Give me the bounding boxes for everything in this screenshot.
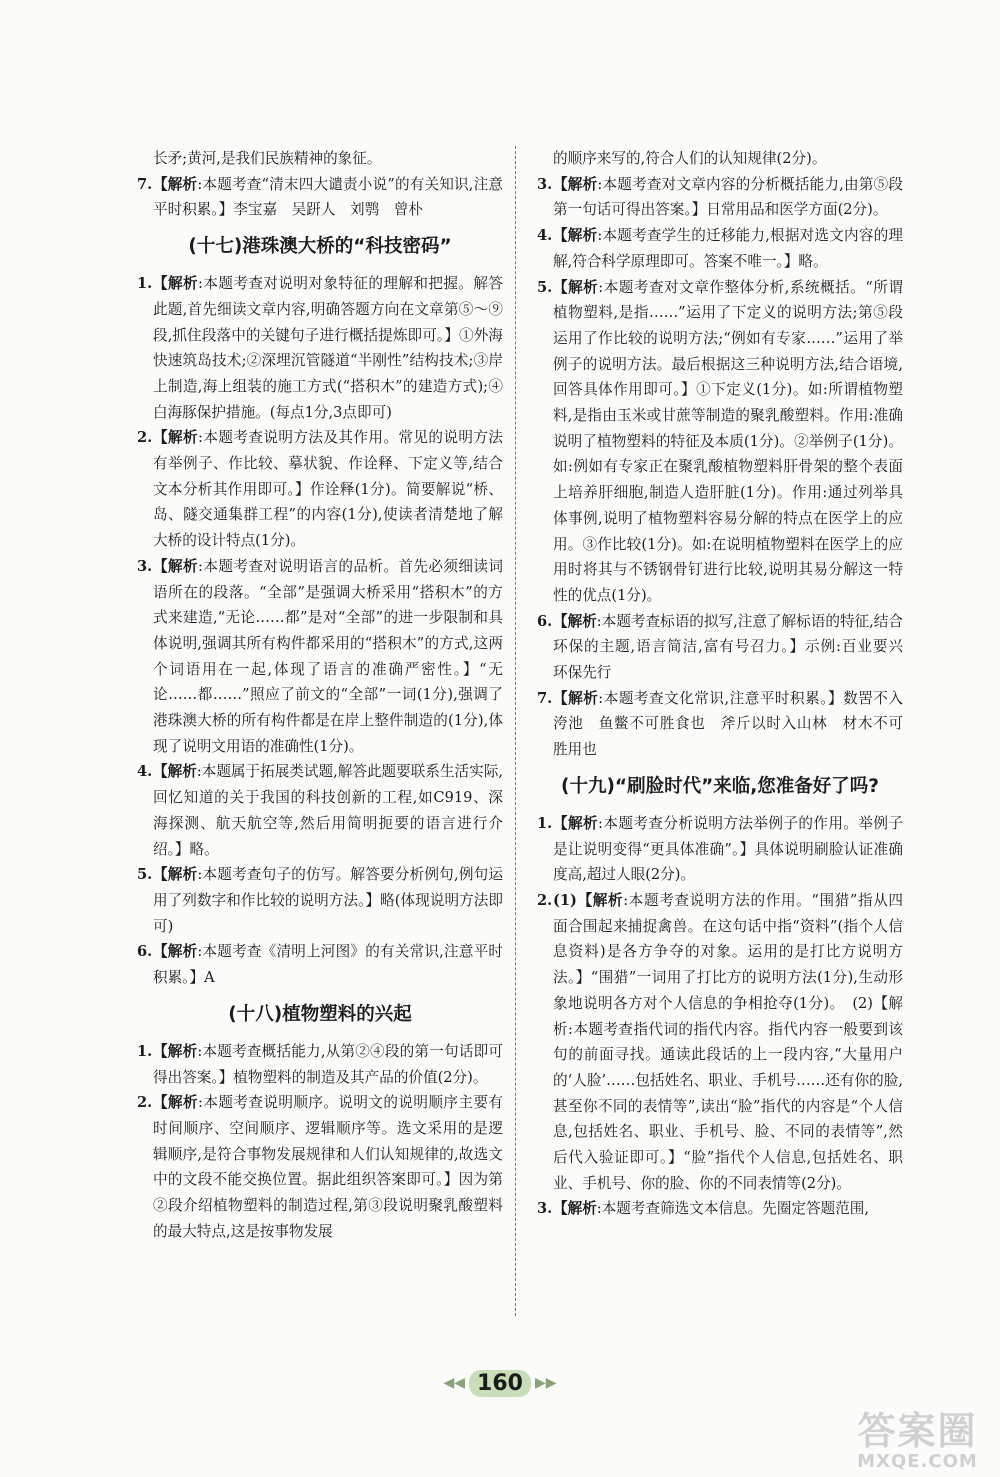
column-divider	[515, 146, 516, 1316]
answer-item-7	[137, 172, 503, 223]
left-column	[137, 146, 503, 1244]
answer-item	[137, 1090, 503, 1244]
watermark-url: MXQE.COM	[857, 1451, 978, 1472]
analysis-text: :本题考查学生的迁移能力,根据对选文内容的理解,符合科学原理即可。答案不唯一。】略。	[553, 227, 903, 270]
left-ornament-icon: ◀◀	[443, 1375, 466, 1391]
section-heading-18: (十八)植物塑料的兴起	[228, 1003, 412, 1025]
analysis-label: 【解析	[153, 1094, 199, 1112]
item-number: 1.	[137, 1042, 153, 1060]
item-number: 4.	[137, 763, 153, 781]
answer-item	[537, 686, 903, 763]
answer-item	[537, 888, 903, 1196]
analysis-label: (1)【解析	[553, 891, 624, 909]
answer-item	[137, 862, 503, 939]
analysis-text: :本题考查说明方法的作用。“围猎”指从四面合围起来捕捉禽兽。在这句话中指“资料”(指个人信息资料)是各方争夺的对象。运用的是打比方说明方法。】“围猎”一词用了打比方的说明方法(1分),生动形象地说明各方对个人信息的争相抢夺(1分)。 (2)【解析:本题考查指代词的指代内容。指代内容一般要到该句的前面寻找。通读此段话的上一段内容,“大量用户的‘人脸’……包括姓名、职业、手机号……还有你的脸,甚至你不同的表情等”,读出“脸”指代的内容是“个人信息,包括姓名、职业、手机号、脸、不同的表情等”,然后代入验证即可。】“脸”指代个人信息,包括姓名、职业、手机号、你的脸、你的不同表情等(2分)。	[553, 891, 904, 1192]
item-number: 6.	[137, 943, 153, 961]
analysis-label: 【解析	[153, 866, 198, 884]
answer-item	[137, 759, 503, 862]
page-number: 160	[469, 1370, 531, 1397]
analysis-text: :本题考查筛选文本信息。先圈定答题范围,	[596, 1200, 870, 1218]
analysis-label: 【解析	[153, 429, 199, 447]
page-number-badge	[443, 1366, 557, 1400]
analysis-label: 【解析	[553, 814, 599, 832]
analysis-text: :本题考查句子的仿写。解答要分析例句,例句运用了列数字和作比较的说明方法。】略(体现说明方法即可)	[153, 866, 503, 935]
item-number: 1.	[537, 814, 553, 832]
watermark-logo-text: 答案圈	[857, 1409, 978, 1453]
item-number: 5.	[537, 278, 553, 296]
answer-item	[537, 275, 903, 609]
answer-item	[537, 223, 903, 274]
analysis-label: 【解析	[153, 275, 199, 293]
section-heading-17: (十七)港珠澳大桥的“科技密码”	[188, 236, 452, 258]
analysis-text: :本题考查对说明对象特征的理解和把握。解答此题,首先细读文章内容,明确答题方向在文章第⑤～⑨段,抓住段落中的关键句子进行概括提炼即可。】①外海快速筑岛技术;②深埋沉管隧道“半刚性”结构技术;③岸上制造,海上组装的施工方式(“搭积木”的建造方式);④白海豚保护措施。(每点1分,3点即可)	[153, 275, 503, 421]
analysis-label: 【解析	[553, 278, 599, 296]
item-number: 6.	[537, 612, 553, 630]
item-number: 2.	[137, 429, 153, 447]
item-number: 2.	[537, 891, 553, 909]
analysis-text: :本题考查《清明上河图》的有关常识,注意平时积累。】A	[153, 943, 503, 987]
analysis-text: :本题考查对文章内容的分析概括能力,由第⑤段第一句话可得出答案。】日常用品和医学方面(2分)。	[553, 175, 903, 219]
analysis-text: :本题考查文化常识,注意平时积累。】数罟不入洿池 鱼鳖不可胜食也 斧斤以时入山林 材木不可胜用也	[553, 689, 903, 759]
analysis-text: :本题考查对文章作整体分析,系统概括。“所谓植物塑料,是指……”运用了下定义的说明方法;第⑤段运用了作比较的说明方法;“例如有专家……”运用了举例子的说明方法。最后根据这三种说明方法,结合语境,回答具体作用即可。】①下定义(1分)。如:所谓植物塑料,是指由玉米或甘蔗等制造的聚乳酸塑料。作用:准确说明了植物塑料的特征及本质(1分)。②举例子(1分)。如:例如有专家正在聚乳酸植物塑料肝骨架的整个表面上培养肝细胞,制造人造肝脏(1分)。作用:通过列举具体事例,说明了植物塑料容易分解的特点在医学上的应用。③作比较(1分)。如:在说明植物塑料在医学上的应用时将其与不锈钢骨钉进行比较,说明其易分解这一特性的优点(1分)。	[553, 278, 903, 604]
answer-item	[137, 271, 503, 425]
item-number: 7.	[537, 689, 553, 707]
item-number: 2.	[137, 1094, 153, 1112]
item-number: 3.	[137, 557, 153, 575]
section-heading-19: (十九)“刷脸时代”来临,您准备好了吗?	[561, 775, 879, 797]
right-column	[537, 146, 918, 1222]
answer-item	[537, 811, 903, 888]
answer-item	[537, 172, 903, 223]
answer-item	[537, 1196, 903, 1222]
analysis-label: 【解析	[553, 689, 599, 707]
right-ornament-icon: ▶▶	[534, 1375, 557, 1391]
analysis-text: :本题考查“清末四大谴责小说”的有关知识,注意平时积累。】李宝嘉 吴趼人 刘鹗 曾朴	[153, 175, 503, 219]
analysis-text: :本题考查概括能力,从第②④段的第一句话即可得出答案。】植物塑料的制造及其产品的价值(2分)。	[153, 1042, 503, 1086]
analysis-text: :本题考查标语的拟写,注意了解标语的特征,结合环保的主题,语言简洁,富有号召力。】示例:百业要兴 环保先行	[553, 612, 918, 682]
watermark-logo	[835, 1395, 1000, 1477]
analysis-text: :本题考查分析说明方法举例子的作用。举例子是让说明变得“更具体准确”。】具体说明刷脸认证准确度高,超过人眼(2分)。	[553, 814, 903, 884]
analysis-label: 【解析	[553, 612, 597, 630]
answer-item	[537, 609, 918, 686]
analysis-label: 【解析	[153, 557, 199, 575]
analysis-text: :本题属于拓展类试题,解答此题要联系生活实际,回忆知道的关于我国的科技创新的工程,如C919、深海探测、航天航空等,然后用简明扼要的语言进行介绍。】略。	[153, 763, 503, 858]
analysis-label: 【解析	[153, 763, 197, 781]
analysis-text: :本题考查对说明语言的品析。首先必须细读词语所在的段落。“全部”是强调大桥采用“搭积木”的方式来建造,“无论……都”是对“全部”的进一步限制和具体说明,强调其所有构件都采用的“搭积木”的方式,这两个词语用在一起,体现了语言的准确严密性。】“无论……都……”照应了前文的“全部”一词(1分),强调了港珠澳大桥的所有构件都是在岸上整件制造的(1分),体现了说明文用语的准确性(1分)。	[153, 557, 503, 755]
item-number: 7.	[137, 175, 153, 193]
continuation-line: 的顺序来写的,符合人们的认知规律(2分)。	[553, 150, 827, 167]
item-number: 1.	[137, 275, 153, 293]
analysis-label: 【解析	[553, 227, 598, 245]
answer-item	[137, 939, 503, 990]
answer-item	[137, 1039, 503, 1090]
analysis-label: 【解析	[553, 1200, 597, 1218]
analysis-label: 【解析	[153, 943, 198, 961]
analysis-label: 【解析	[153, 175, 198, 193]
answer-item	[137, 554, 503, 760]
answer-item	[137, 425, 503, 554]
analysis-label: 【解析	[553, 175, 598, 193]
item-number: 5.	[137, 866, 153, 884]
analysis-text: :本题考查说明顺序。说明文的说明顺序主要有时间顺序、空间顺序、逻辑顺序等。选文采用的是逻辑顺序,是符合事物发展规律和人们认知规律的,故选文中的文段不能交换位置。据此组织答案即可。】因为第②段介绍植物塑料的制造过程,第③段说明聚乳酸塑料的最大特点,这是按事物发展	[153, 1094, 503, 1240]
analysis-label: 【解析	[153, 1042, 198, 1060]
analysis-text: :本题考查说明方法及其作用。常见的说明方法有举例子、作比较、摹状貌、作诠释、下定义等,结合文本分析其作用即可。】作诠释(1分)。简要解说“桥、岛、隧交通集群工程”的内容(1分),使读者清楚地了解大桥的设计特点(1分)。	[153, 429, 503, 550]
intro-line: 长矛;黄河,是我们民族精神的象征。	[153, 150, 382, 167]
item-number: 3.	[537, 175, 553, 193]
item-number: 3.	[537, 1200, 553, 1218]
item-number: 4.	[537, 227, 553, 245]
